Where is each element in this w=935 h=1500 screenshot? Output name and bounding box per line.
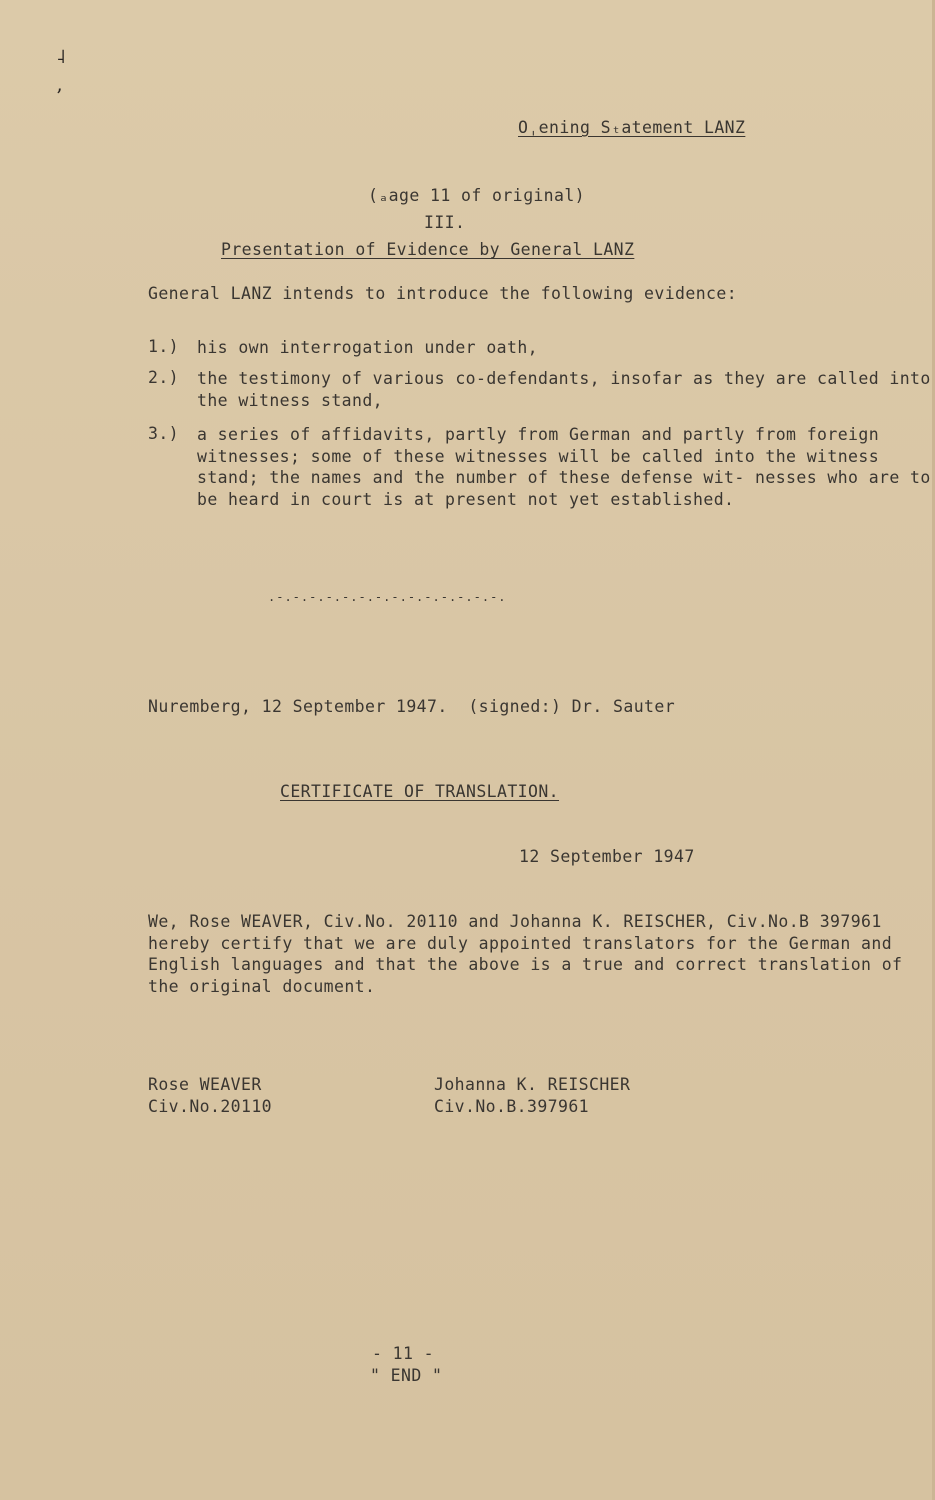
section-title: Presentation of Evidence by General LANZ [221,240,635,259]
evidence-item-text: a series of affidavits, partly from German and partly from foreign witnesses; some of these witnesses will be called into the witness stand; the names and the number of these defense wit- nesses who are to be heard in court is at present not yet established. [197,425,931,509]
end-mark: " END " [370,1366,443,1385]
signature-line: Nuremberg, 12 September 1947. (signed:) Dr. Sauter [148,697,676,716]
certificate-date: 12 September 1947 [519,847,695,866]
evidence-item-text: the testimony of various co-defendants, insofar as they are called into the witness stand, [197,369,931,410]
section-number: III. [424,213,466,232]
certificate-title: CERTIFICATE OF TRANSLATION. [280,782,560,801]
evidence-item-number: 1.) [148,337,180,356]
translator-1-name: Rose WEAVER [148,1075,262,1094]
translator-1-civ: Civ.No.20110 [148,1097,273,1116]
page-note: (ₐage 11 of oriɡinal) [368,186,586,205]
separator-line: .-.-.-.-.-.-.-.-.-.-.-.-.-.-. [268,590,507,604]
margin-mark-1: ˨ [56,44,67,68]
translator-2-civ: Civ.No.B.397961 [434,1097,590,1116]
translator-2-name: Johanna K. REISCHER [434,1075,631,1094]
evidence-item-number: 2.) [148,368,180,387]
page-number: - 11 - [372,1344,435,1363]
intro-paragraph: General LANZ intends to introduce the following evidence: [148,284,738,303]
evidence-item-number: 3.) [148,424,180,443]
margin-mark-2: ’ [56,84,63,108]
running-title: Oˌening Sₜatement LANZ [518,118,746,137]
certificate-body: We, Rose WEAVER, Civ.No. 20110 and Johanna K. REISCHER, Civ.No.B 397961 hereby certify that we are duly appointed translators for the German and English languages and that the above is a true and correct translation of the original document. [148,912,903,996]
evidence-item-text: his own interrogation under oath, [197,338,539,357]
